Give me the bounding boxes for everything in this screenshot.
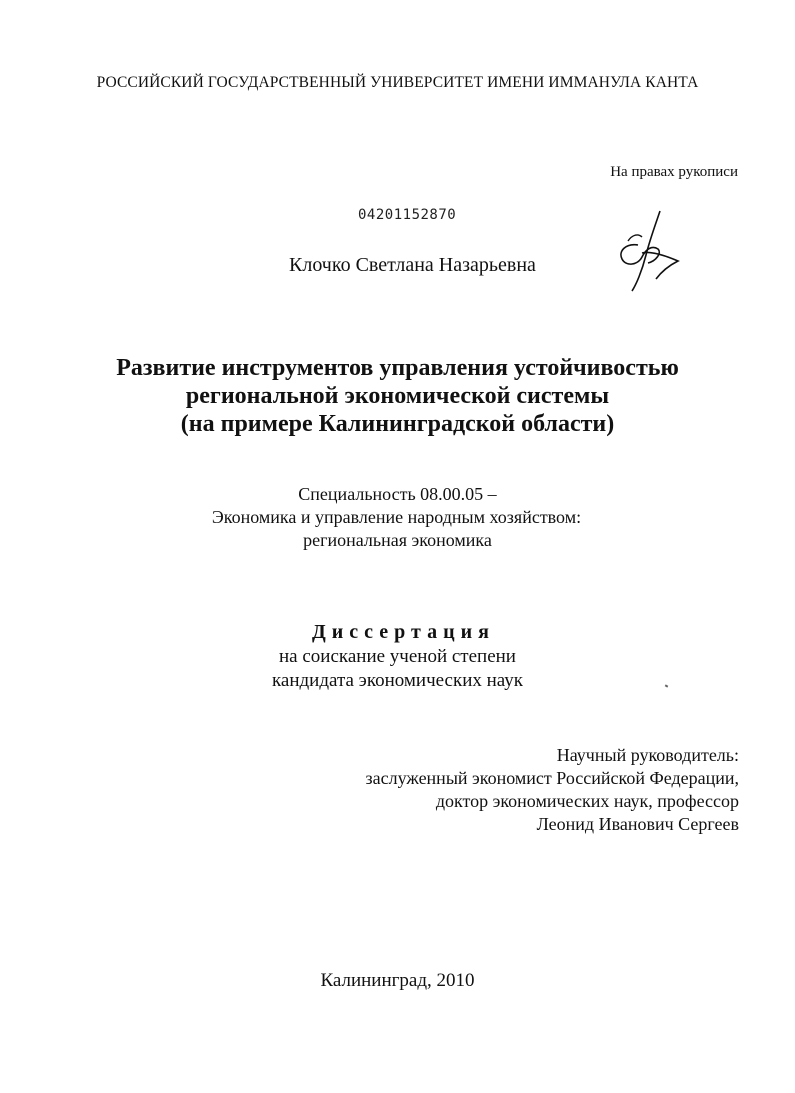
specialty-name: Экономика и управление народным хозяйством:: [211, 507, 582, 527]
dissertation-heading: Диссертация: [312, 621, 495, 643]
supervisor-title-2: доктор экономических наук, профессор: [435, 791, 739, 811]
specialty-code: Специальность 08.00.05 –: [298, 484, 497, 504]
place-and-year: Калининград, 2010: [320, 970, 475, 991]
manuscript-note: На правах рукописи: [610, 164, 738, 180]
signature-image: [612, 205, 684, 295]
university-name: РОССИЙСКИЙ ГОСУДАРСТВЕННЫЙ УНИВЕРСИТЕТ ИМЕНИ ИММАНУЛА КАНТА: [96, 74, 699, 91]
supervisor-name: Леонид Иванович Сергеев: [536, 814, 739, 834]
degree-block: [0, 645, 795, 693]
degree-line-1: на соискание ученой степени: [279, 646, 516, 667]
supervisor-label: Научный руководитель:: [556, 745, 739, 765]
catalog-number: 04201152870: [358, 207, 457, 223]
supervisor-block: [366, 744, 739, 836]
degree-line-2: кандидата экономических наук: [271, 670, 524, 691]
specialty-branch: региональная экономика: [303, 530, 492, 550]
title-line-2: региональной экономической системы: [185, 383, 610, 409]
supervisor-title-1: заслуженный экономист Российской Федерации,: [365, 768, 739, 788]
title-line-3: (на примере Калининградской области): [180, 411, 615, 437]
specialty-block: [0, 483, 795, 552]
dissertation-title: [0, 354, 795, 438]
author-name: Клочко Светлана Назарьевна: [289, 254, 536, 276]
title-line-1: Развитие инструментов управления устойчивостью: [116, 355, 679, 381]
